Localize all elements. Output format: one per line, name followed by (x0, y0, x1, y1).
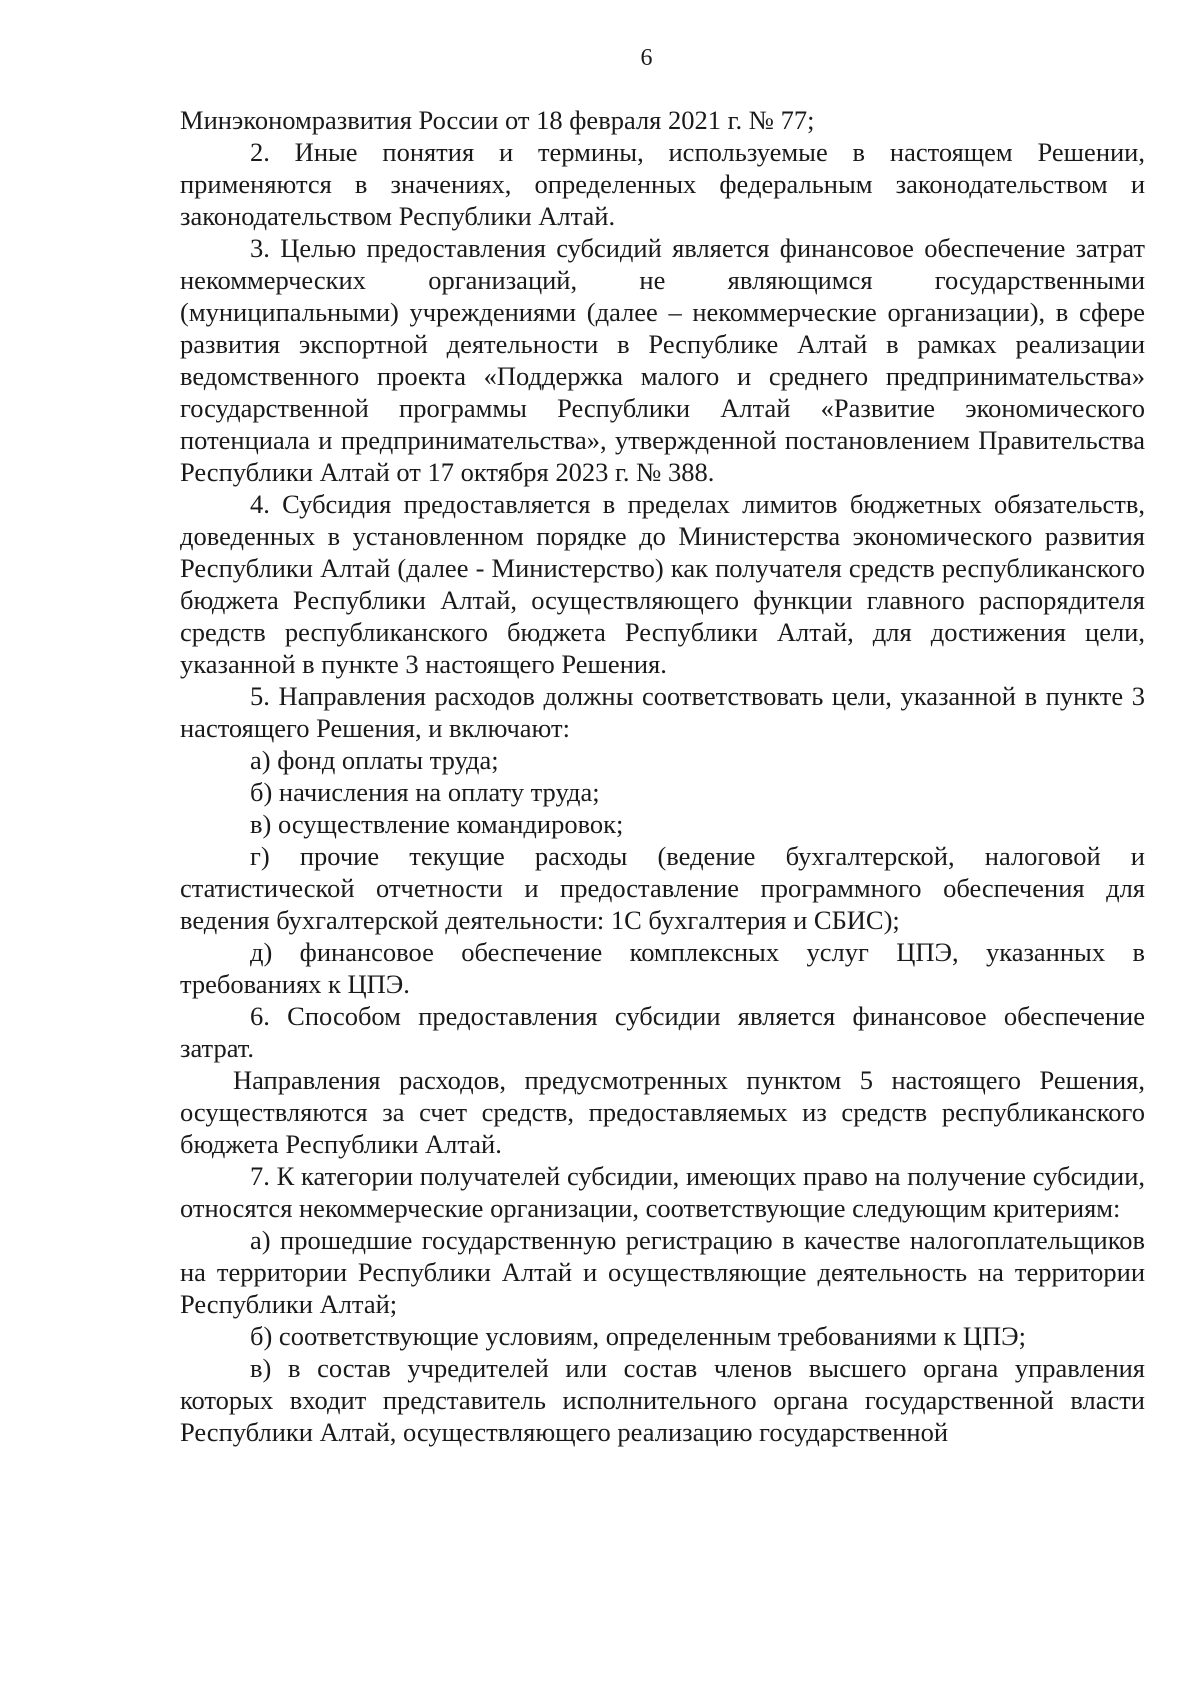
paragraph-item-2: 2. Иные понятия и термины, используемые в настоящем Решении, применяются в значениях, определенных федеральным законодательством и законодательством Республики Алтай. (180, 137, 1145, 231)
paragraph-item-6-continued: Направления расходов, предусмотренных пунктом 5 настоящего Решения, осуществляются за счет средств, предоставляемых из средств республиканского бюджета Республики Алтай. (180, 1065, 1145, 1159)
list-item-7b: б) соответствующие условиям, определенным требованиями к ЦПЭ; (250, 1321, 1027, 1351)
page-number: 6 (640, 45, 653, 71)
list-item-7v: в) в состав учредителей или состав членов высшего органа управления которых входит представитель исполнительного органа государственной власти Республики Алтай, осуществляющего реализацию государственной (180, 1353, 1145, 1447)
list-item-5v: в) осуществление командировок; (250, 809, 624, 839)
paragraph-item-5: 5. Направления расходов должны соответствовать цели, указанной в пункте 3 настоящего Решения, и включают: (180, 681, 1145, 743)
document-body (180, 104, 1145, 1448)
list-item-5g: г) прочие текущие расходы (ведение бухгалтерской, налоговой и статистической отчетности и предоставление программного обеспечения для ведения бухгалтерской деятельности: 1С бухгалтерия и СБИС); (180, 841, 1145, 935)
paragraph-item-6: 6. Способом предоставления субсидии является финансовое обеспечение затрат. (180, 1001, 1145, 1063)
list-item-5b: б) начисления на оплату труда; (250, 777, 600, 807)
paragraph-continuation: Минэкономразвития России от 18 февраля 2021 г. № 77; (180, 105, 815, 135)
list-item-5d: д) финансовое обеспечение комплексных услуг ЦПЭ, указанных в требованиях к ЦПЭ. (180, 937, 1145, 999)
list-item-7a: а) прошедшие государственную регистрацию в качестве налогоплательщиков на территории Республики Алтай и осуществляющие деятельность на территории Республики Алтай; (180, 1225, 1145, 1319)
paragraph-item-3: 3. Целью предоставления субсидий является финансовое обеспечение затрат некоммерческих организаций, не являющимся государственными (муниципальными) учреждениями (далее – некоммерческие организации), в сфере развития экспортной деятельности в Республике Алтай в рамках реализации ведомственного проекта «Поддержка малого и среднего предпринимательства» государственной программы Республики Алтай «Развитие экономического потенциала и предпринимательства», утвержденной постановлением Правительства Республики Алтай от 17 октября 2023 г. № 388. (180, 233, 1145, 487)
paragraph-item-4: 4. Субсидия предоставляется в пределах лимитов бюджетных обязательств, доведенных в установленном порядке до Министерства экономического развития Республики Алтай (далее - Министерство) как получателя средств республиканского бюджета Республики Алтай, осуществляющего функции главного распорядителя средств республиканского бюджета Республики Алтай, для достижения цели, указанной в пункте 3 настоящего Решения. (180, 489, 1145, 679)
paragraph-item-7: 7. К категории получателей субсидии, имеющих право на получение субсидии, относятся некоммерческие организации, соответствующие следующим критериям: (180, 1161, 1145, 1223)
list-item-5a: а) фонд оплаты труда; (250, 745, 499, 775)
